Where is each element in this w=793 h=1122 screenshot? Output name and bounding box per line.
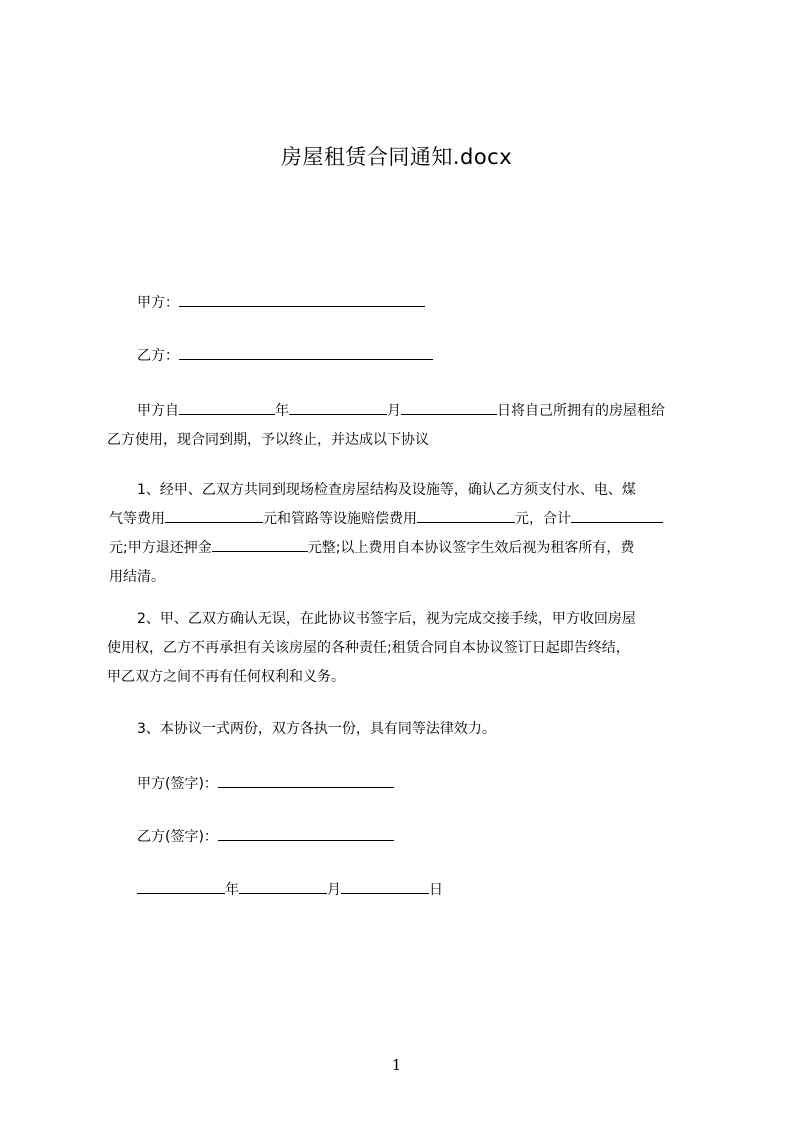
sign-b-blank[interactable] — [218, 826, 394, 841]
deposit-blank[interactable] — [212, 537, 308, 552]
clause-1-paragraph — [109, 505, 705, 592]
intro-paragraph-cont — [107, 426, 703, 455]
intro-line-1 — [137, 397, 707, 426]
clause-2-first — [137, 605, 717, 634]
intro-line-2: 乙方使用，现合同到期，予以终止，并达成以下协议 — [107, 432, 429, 448]
date-line — [137, 879, 443, 900]
party-a-label: 甲方： — [137, 295, 179, 311]
party-a-blank[interactable] — [179, 292, 425, 307]
date-year-label: 年 — [225, 882, 239, 898]
party-b-line — [137, 345, 433, 366]
intro-seg-2: 年 — [275, 403, 289, 419]
clause-2-paragraph — [107, 634, 703, 692]
total-blank[interactable] — [571, 508, 663, 523]
clause-1-line-3 — [109, 534, 705, 563]
sign-b-label: 乙方(签字)： — [137, 829, 218, 845]
compensation-fee-blank[interactable] — [417, 508, 515, 523]
document-title: 房屋租赁合同通知.docx — [280, 145, 513, 169]
date-year-blank[interactable] — [137, 879, 225, 894]
clause-2-line-3: 甲乙双方之间不再有任何权利和义务。 — [107, 669, 345, 685]
clause-2-line-1: 2、甲、乙双方确认无误，在此协议书签字后，视为完成交接手续，甲方收回房屋 — [137, 611, 636, 627]
intro-seg-1: 甲方自 — [137, 403, 179, 419]
clause-3: 3、本协议一式两份，双方各执一份，具有同等法律效力。 — [137, 721, 496, 737]
party-b-label: 乙方： — [137, 348, 179, 364]
date-day-label: 日 — [429, 882, 443, 898]
clause-1-first — [137, 476, 717, 505]
clause-1-seg-3: 元，合计 — [515, 511, 571, 527]
clause-1-seg-1: 气等费用 — [109, 511, 165, 527]
sign-a-label: 甲方(签字)： — [137, 776, 218, 792]
clause-1-line-4: 用结清。 — [109, 569, 165, 585]
clause-1-seg-2: 元和管路等设施赔偿费用 — [263, 511, 417, 527]
intro-year-blank[interactable] — [179, 400, 275, 415]
intro-month-blank[interactable] — [289, 400, 387, 415]
clause-1-line-2 — [109, 505, 705, 534]
party-b-blank[interactable] — [179, 345, 433, 360]
date-month-blank[interactable] — [239, 879, 327, 894]
date-month-label: 月 — [327, 882, 341, 898]
intro-day-blank[interactable] — [401, 400, 497, 415]
sign-a-line — [137, 773, 394, 794]
page-number: 1 — [391, 1056, 402, 1074]
intro-paragraph — [137, 397, 707, 426]
clause-2-line-2: 使用权，乙方不再承担有关该房屋的各种责任;租赁合同自本协议签订日起即告终结， — [107, 640, 630, 656]
clause-1-seg-4: 元;甲方退还押金 — [109, 540, 212, 556]
sign-a-blank[interactable] — [218, 773, 394, 788]
date-day-blank[interactable] — [341, 879, 429, 894]
intro-seg-4: 日将自己所拥有的房屋租给 — [497, 403, 665, 419]
clause-1-line-1: 1、经甲、乙双方共同到现场检查房屋结构及设施等，确认乙方须支付水、电、煤 — [137, 482, 636, 498]
clause-1-seg-5: 元整;以上费用自本协议签字生效后视为租客所有，费 — [307, 540, 635, 556]
party-a-line — [137, 292, 425, 313]
sign-b-line — [137, 826, 394, 847]
intro-seg-3: 月 — [387, 403, 401, 419]
utility-fee-blank[interactable] — [165, 508, 263, 523]
